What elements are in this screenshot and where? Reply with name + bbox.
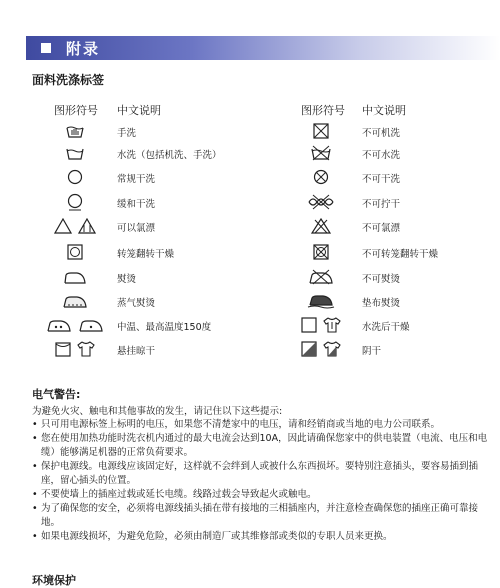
no-tumble-dry-icon xyxy=(284,242,358,262)
care-label: 垫布熨烫 xyxy=(362,298,401,309)
list-item: • 如果电源线损坏，为避免危险，必须由制造厂或其维修部或类似的专职人员来更换。 xyxy=(32,531,393,542)
care-row xyxy=(250,242,500,262)
no-iron-icon xyxy=(284,267,358,287)
care-row xyxy=(0,167,250,187)
steam-iron-icon xyxy=(38,291,112,311)
care-row xyxy=(250,315,500,335)
tumble-dry-icon xyxy=(38,242,112,262)
care-row xyxy=(0,339,250,359)
care-label: 转笼翻转干燥 xyxy=(117,249,175,260)
care-label: 不可转笼翻转干燥 xyxy=(362,249,439,260)
no-hand-wash-icon xyxy=(284,121,358,141)
care-label: 阴干 xyxy=(362,346,382,357)
iron-icon xyxy=(38,267,112,287)
care-row xyxy=(0,192,250,212)
warning-text: 只可用电源标签上标明的电压，如果您不清楚家中的电压，请和经销商或当地的电力公司联系。 xyxy=(41,419,441,430)
care-row xyxy=(250,339,500,359)
warning-list xyxy=(32,418,490,544)
care-row xyxy=(0,143,250,163)
header-title: 附录 xyxy=(66,40,101,58)
care-label: 悬挂晾干 xyxy=(117,346,156,357)
warning-intro: 为避免火灾、触电和其他事故的发生，请记住以下这些提示: xyxy=(32,406,283,417)
list-item: • 保护电源线。电源线应该固定好，这样就不会绊到人或被什么东西损坏。要特别注意插头，要容易插到插座，留心插头的位置。 xyxy=(32,461,479,486)
care-label: 手洗 xyxy=(117,128,137,139)
drip-dry-icon xyxy=(284,315,358,335)
right-col-symbol-header: 图形符号 xyxy=(301,104,345,117)
care-label: 熨烫 xyxy=(117,274,137,285)
environment-title: 环境保护 xyxy=(32,574,76,587)
care-row xyxy=(250,267,500,287)
left-col-desc-header: 中文说明 xyxy=(117,104,161,117)
iron-temperature-icon xyxy=(38,315,112,335)
warning-text: 不要使墙上的插座过载或延长电缆。线路过载会导致起火或触电。 xyxy=(41,489,317,500)
hang-dry-icon xyxy=(38,339,112,359)
no-wash-icon xyxy=(284,143,358,163)
care-label: 可以氯漂 xyxy=(117,223,156,234)
care-label: 中温、最高温度150度 xyxy=(117,322,212,333)
care-label: 不可机洗 xyxy=(362,128,401,139)
care-label: 蒸气熨烫 xyxy=(117,298,156,309)
right-col-desc-header: 中文说明 xyxy=(362,104,406,117)
fabric-section-title: 面料洗涤标签 xyxy=(32,73,105,87)
left-col-symbol-header: 图形符号 xyxy=(54,104,98,117)
machine-wash-icon xyxy=(38,143,112,163)
bleach-allowed-icon xyxy=(38,216,112,236)
care-label: 不可氯漂 xyxy=(362,223,401,234)
warning-text: 您在使用加热功能时洗衣机内通过的最大电流会达到10A，因此请确保您家中的供电装置（电流、电压和电缆）能够满足机器的正常负荷要求。 xyxy=(41,433,488,458)
care-row xyxy=(250,167,500,187)
care-row xyxy=(250,291,500,311)
care-row xyxy=(0,216,250,236)
hand-wash-icon xyxy=(38,121,112,141)
care-row xyxy=(0,291,250,311)
care-label: 不可拧干 xyxy=(362,199,401,210)
list-item: • 为了确保您的安全，必须将电源线插头插在带有接地的三相插座内，并注意检查确保您的插座正确可靠接地。 xyxy=(32,503,479,528)
care-row xyxy=(250,121,500,141)
warning-text: 保护电源线。电源线应该固定好，这样就不会绊到人或被什么东西损坏。要特别注意插头，要容易插到插座，留心插头的位置。 xyxy=(41,461,479,486)
care-row xyxy=(250,192,500,212)
care-row xyxy=(0,315,250,335)
warning-title: 电气警告: xyxy=(32,388,81,401)
care-row xyxy=(250,143,500,163)
care-label: 水洗后干燥 xyxy=(362,322,410,333)
care-row xyxy=(0,242,250,262)
list-item: • 您在使用加热功能时洗衣机内通过的最大电流会达到10A，因此请确保您家中的供电装置（电流、电压和电缆）能够满足机器的正常负荷要求。 xyxy=(32,433,488,458)
press-cloth-iron-icon xyxy=(284,291,358,311)
care-label: 缓和干洗 xyxy=(117,199,156,210)
no-wring-icon xyxy=(284,192,358,212)
appendix-header xyxy=(26,36,500,60)
care-label: 水洗（包括机洗、手洗） xyxy=(117,150,222,161)
care-label: 不可水洗 xyxy=(362,150,401,161)
tumble-dry-normal-icon xyxy=(38,167,112,187)
header-square-icon xyxy=(41,43,51,53)
warning-text: 为了确保您的安全，必须将电源线插头插在带有接地的三相插座内，并注意检查确保您的插座正确可靠接地。 xyxy=(41,503,479,528)
shade-dry-icon xyxy=(284,339,358,359)
gentle-dry-clean-icon xyxy=(38,192,112,212)
no-bleach-icon xyxy=(284,216,358,236)
care-row xyxy=(250,216,500,236)
care-label: 不可干洗 xyxy=(362,174,401,185)
care-label: 不可熨烫 xyxy=(362,274,401,285)
list-item: • 只可用电源标签上标明的电压，如果您不清楚家中的电压，请和经销商或当地的电力公司联系。 xyxy=(32,419,441,430)
care-row xyxy=(0,121,250,141)
care-row xyxy=(0,267,250,287)
care-label: 常规干洗 xyxy=(117,174,156,185)
warning-text: 如果电源线损坏，为避免危险，必须由制造厂或其维修部或类似的专职人员来更换。 xyxy=(41,531,393,542)
list-item: • 不要使墙上的插座过载或延长电缆。线路过载会导致起火或触电。 xyxy=(32,489,317,500)
no-dry-clean-icon xyxy=(284,167,358,187)
